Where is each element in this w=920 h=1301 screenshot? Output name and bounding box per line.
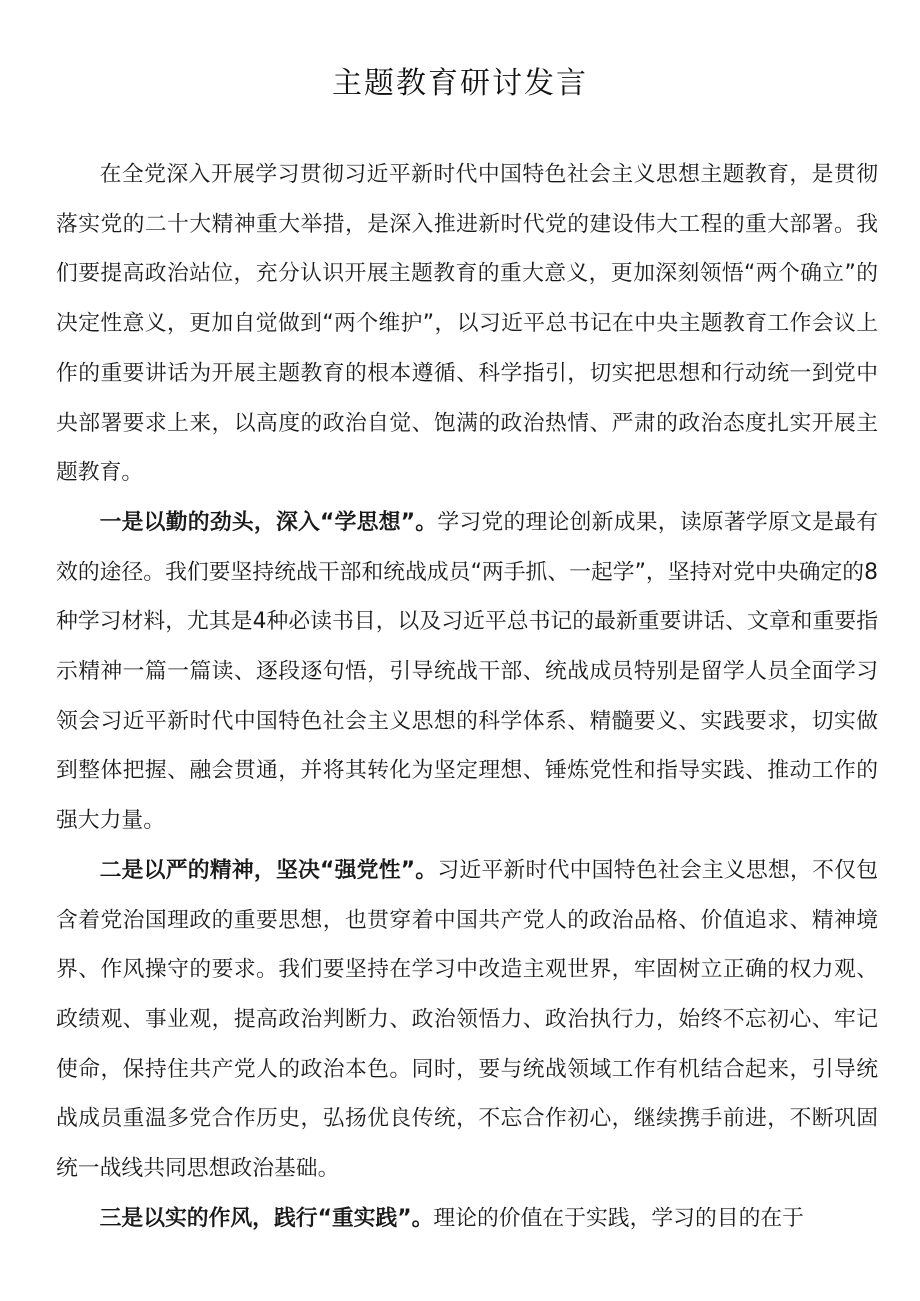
paragraph-lead: 三是以实的作风，践行“重实践”。 (99, 1205, 434, 1231)
paragraph-text: 学习党的理论创新成果，读原著学原文是最有效的途径。我们要坚持统战干部和统战成员“两手抓、一起学”，坚持对党中央确定的8种学习材料，尤其是4种必读书目，以及习近平总书记的最新重要讲话、文章和重要指示精神一篇一篇读、逐段逐句悟，引导统战干部、统战成员特别是留学人员全面学习领会习近平新时代中国特色社会主义思想的科学体系、精髓要义、实践要求，切实做到整体把握、融会贯通，并将其转化为坚定理想、锤炼党性和指导实践、推动工作的强大力量。 (56, 509, 878, 834)
paragraph-lead: 二是以严的精神，坚决“强党性”。 (99, 857, 438, 883)
paragraph-text: 在全党深入开展学习贯彻习近平新时代中国特色社会主义思想主题教育，是贯彻落实党的二十大精神重大举措，是深入推进新时代党的建设伟大工程的重大部署。我们要提高政治站位，充分认识开展主题教育的重大意义，更加深刻领悟“两个确立”的决定性意义，更加自觉做到“两个维护”，以习近平总书记在中央主题教育工作会议上作的重要讲话为开展主题教育的根本遵循、科学指引，切实把思想和行动统一到党中央部署要求上来，以高度的政治自觉、饱满的政治热情、严肃的政治态度扎实开展主题教育。 (56, 162, 878, 486)
paragraph-point-1 (56, 498, 878, 846)
paragraph-point-3 (56, 1194, 878, 1244)
document-title: 主题教育研讨发言 (332, 66, 588, 101)
paragraph-intro (56, 150, 878, 498)
paragraph-text: 习近平新时代中国特色社会主义思想，不仅包含着党治国理政的重要思想，也贯穿着中国共产党人的政治品格、价值追求、精神境界、作风操守的要求。我们要坚持在学习中改造主观世界，牢固树立正确的权力观、政绩观、事业观，提高政治判断力、政治领悟力、政治执行力，始终不忘初心、牢记使命，保持住共产党人的政治本色。同时，要与统战领域工作有机结合起来，引导统战成员重温多党合作历史，弘扬优良传统，不忘合作初心，继续携手前进，不断巩固统一战线共同思想政治基础。 (56, 857, 878, 1182)
paragraph-point-2 (56, 846, 878, 1194)
paragraph-lead: 一是以勤的劲头，深入“学思想”。 (99, 509, 438, 535)
document-body (56, 150, 878, 1243)
paragraph-text: 理论的价值在于实践，学习的目的在于 (433, 1205, 804, 1231)
